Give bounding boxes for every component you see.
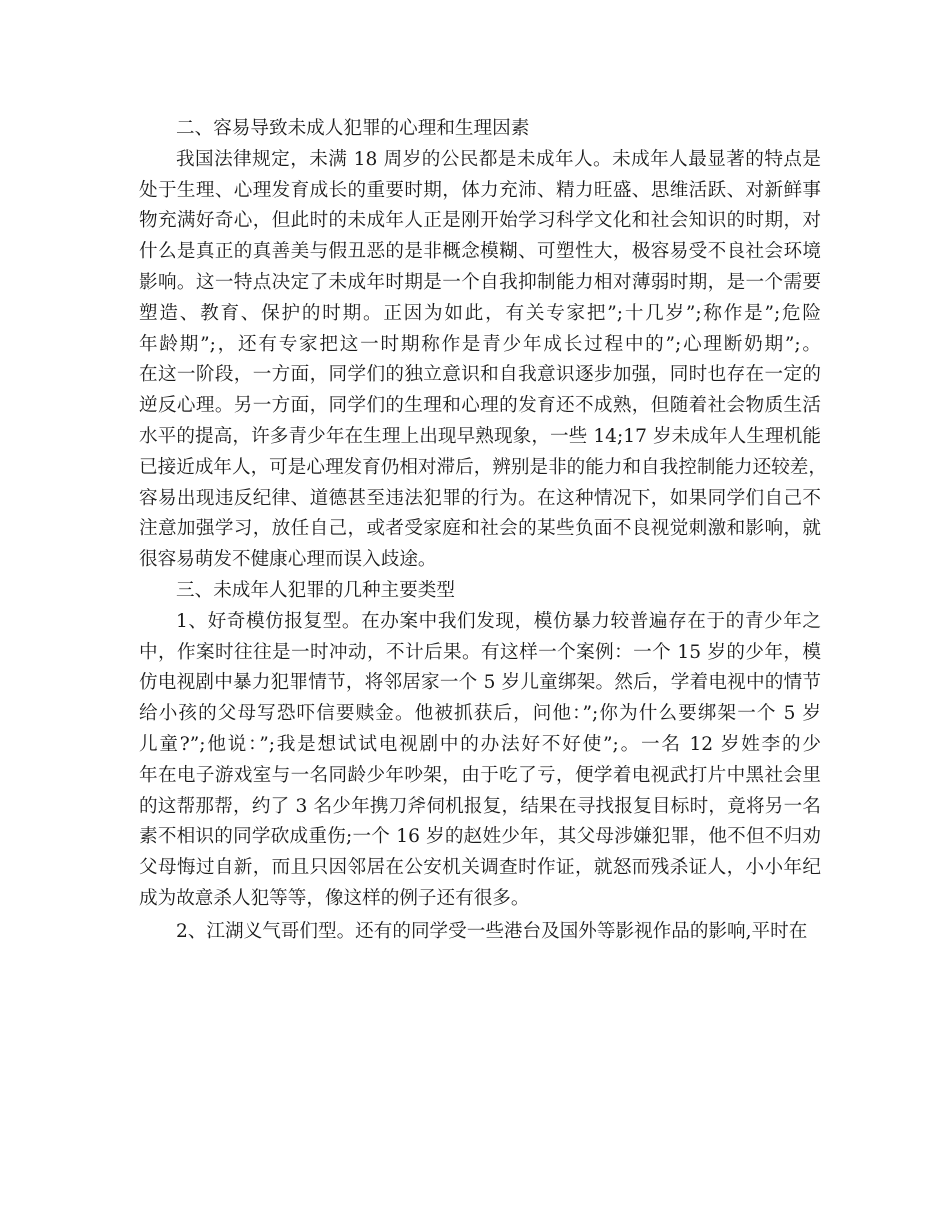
text-line: 成为故意杀人犯等等，像这样的例子还有很多。 — [139, 887, 530, 909]
body-paragraph — [139, 145, 827, 576]
text-line: 年龄期”;，还有专家把这一时期称作是青少年成长过程中的”;心理断奶期”;。 — [139, 333, 821, 355]
text-line: 给小孩的父母写恐吓信要赎金。他被抓获后，问他：”;你为什么要绑架一个 5 岁 — [139, 703, 821, 725]
text-line: 已接近成年人，可是心理发育仍相对滞后，辨别是非的能力和自我控制能力还较差， — [139, 456, 827, 478]
section-heading — [139, 114, 821, 145]
text-line: 很容易萌发不健康心理而误入歧途。 — [139, 549, 437, 571]
body-paragraph — [139, 917, 821, 948]
text-line: 在这一阶段，一方面，同学们的独立意识和自我意识逐步加强，同时也存在一定的 — [139, 364, 821, 386]
text-line: 我国法律规定，未满 18 周岁的公民都是未成年人。未成年人最显著的特点是 — [176, 148, 821, 170]
text-line: 二、容易导致未成人犯罪的心理和生理因素 — [176, 118, 530, 139]
text-line: 的这帮那帮，约了 3 名少年携刀斧伺机报复，结果在寻找报复目标时，竟将另一名 — [139, 795, 821, 817]
text-line: 三、未成年人犯罪的几种主要类型 — [176, 579, 455, 601]
text-line: 什么是真正的真善美与假丑恶的是非概念模糊、可塑性大，极容易受不良社会环境 — [139, 241, 821, 263]
document-page — [139, 114, 827, 948]
text-line: 儿童?”;他说：”;我是想试试电视剧中的办法好不好使”;。一名 12 岁姓李的少 — [139, 733, 821, 755]
text-line: 逆反心理。另一方面，同学们的生理和心理的发育还不成熟，但随着社会物质生活 — [139, 395, 821, 417]
body-paragraph — [139, 607, 821, 915]
text-line: 素不相识的同学砍成重伤;一个 16 岁的赵姓少年，其父母涉嫌犯罪，他不但不归劝 — [139, 826, 821, 848]
text-line: 2、江湖义气哥们型。还有的同学受一些港台及国外等影视作品的影响,平时在 — [176, 920, 808, 942]
text-line: 影响。这一特点决定了未成年时期是一个自我抑制能力相对薄弱时期，是一个需要 — [139, 271, 821, 293]
text-line: 仿电视剧中暴力犯罪情节，将邻居家一个 5 岁儿童绑架。然后，学着电视中的情节 — [139, 672, 821, 694]
text-line: 处于生理、心理发育成长的重要时期，体力充沛、精力旺盛、思维活跃、对新鲜事 — [139, 179, 821, 201]
text-line: 塑造、教育、保护的时期。正因为如此，有关专家把”;十几岁”;称作是”;危险 — [139, 302, 821, 324]
text-line: 容易出现违反纪律、道德甚至违法犯罪的行为。在这种情况下，如果同学们自己不 — [139, 487, 821, 509]
text-line: 年在电子游戏室与一名同龄少年吵架，由于吃了亏，便学着电视武打片中黑社会里 — [139, 764, 821, 786]
text-line: 父母悔过自新，而且只因邻居在公安机关调查时作证，就怒而残杀证人，小小年纪 — [139, 857, 821, 879]
text-line: 水平的提高，许多青少年在生理上出现早熟现象，一些 14;17 岁未成年人生理机能 — [139, 425, 821, 447]
text-line: 物充满好奇心，但此时的未成年人正是刚开始学习科学文化和社会知识的时期，对 — [139, 210, 821, 232]
text-line: 注意加强学习，放任自己，或者受家庭和社会的某些负面不良视觉刺激和影响，就 — [139, 518, 821, 540]
text-line: 1、好奇模仿报复型。在办案中我们发现，模仿暴力较普遍存在于的青少年之 — [176, 610, 821, 632]
text-line: 中，作案时往往是一时冲动，不计后果。有这样一个案例：一个 15 岁的少年，模 — [139, 641, 821, 663]
section-heading — [139, 576, 821, 607]
